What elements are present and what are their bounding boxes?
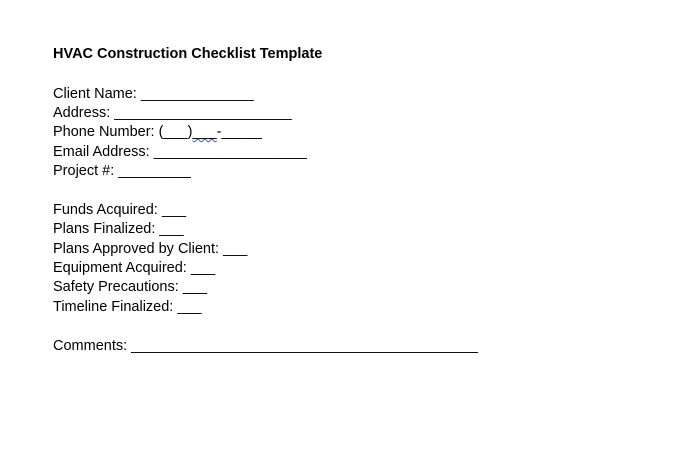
phone-rest: -_____ xyxy=(216,124,262,140)
phone-paren-close: ) xyxy=(187,124,193,140)
address-line: Address: ______________________ xyxy=(53,105,292,121)
phone-mid-blank: ___ xyxy=(192,124,217,140)
checklist-item-plans-approved: Plans Approved by Client: ___ xyxy=(53,241,248,257)
checklist-item-safety-precautions: Safety Precautions: ___ xyxy=(53,279,207,295)
document-title: HVAC Construction Checklist Template xyxy=(53,46,323,62)
email-address-line: Email Address: ___________________ xyxy=(53,144,307,160)
checklist-item-equipment-acquired: Equipment Acquired: ___ xyxy=(53,260,216,276)
phone-area-blank: ___ xyxy=(163,124,188,140)
checklist-item-funds-acquired: Funds Acquired: ___ xyxy=(53,202,187,218)
project-number-line: Project #: _________ xyxy=(53,163,191,179)
comments-line: Comments: ___________________________________________ xyxy=(53,338,478,354)
client-name-line: Client Name: ______________ xyxy=(53,86,254,102)
checklist-item-timeline-finalized: Timeline Finalized: ___ xyxy=(53,299,202,315)
checklist-item-plans-finalized: Plans Finalized: ___ xyxy=(53,221,184,237)
phone-label: Phone Number: ( xyxy=(53,124,164,140)
phone-number-line xyxy=(53,124,262,141)
